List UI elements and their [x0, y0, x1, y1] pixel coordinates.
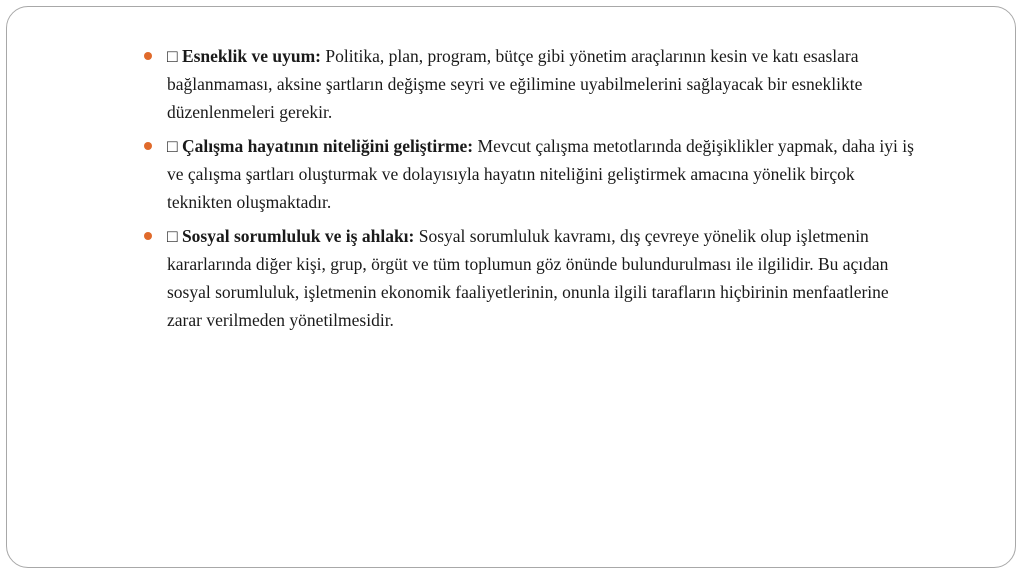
slide-frame [6, 6, 1016, 568]
bullet-dot-icon [144, 52, 152, 60]
checkbox-glyph-icon: □ [167, 46, 182, 66]
bullet-dot-icon [144, 142, 152, 150]
slide-content [141, 42, 921, 340]
bullet-item-esneklik [141, 42, 921, 126]
checkbox-glyph-icon: □ [167, 136, 182, 156]
bullet-list [141, 42, 921, 334]
bullet-heading: Esneklik ve uyum: [181, 46, 326, 66]
checkbox-glyph-icon: □ [167, 226, 182, 246]
bullet-text: Sosyal sorumluluk kavramı, dış çevreye yönelik olup işletmenin kararlarında diğer kişi, grup, örgüt ve tüm toplumun göz önünde bulundurulması ile ilgilidir. Bu açıdan sosyal sorumluluk, işletmenin ekonomik faaliyetlerinin, onunla ilgili tarafların hiçbirinin menfaatlerine zarar verilmeden yönetilmesidir. [167, 226, 889, 330]
bullet-item-calisma [141, 132, 921, 216]
bullet-heading: Sosyal sorumluluk ve iş ahlakı: [181, 226, 419, 246]
bullet-heading: Çalışma hayatının niteliğini geliştirme: [181, 136, 478, 156]
bullet-text: Mevcut çalışma metotlarında değişiklikler yapmak, daha iyi iş ve çalışma şartları oluşturmak ve dolayısıyla hayatın niteliğini geliştirmek amacına yönelik birçok teknikten oluşmaktadır. [167, 136, 914, 212]
bullet-item-sosyal [141, 222, 921, 334]
bullet-text: Politika, plan, program, bütçe gibi yönetim araçlarının kesin ve katı esaslara bağlanmaması, aksine şartların değişme seyri ve eğilimine uyabilmelerini sağlayacak bir esneklikte düzenlenmeleri gerekir. [167, 46, 863, 122]
bullet-dot-icon [144, 232, 152, 240]
